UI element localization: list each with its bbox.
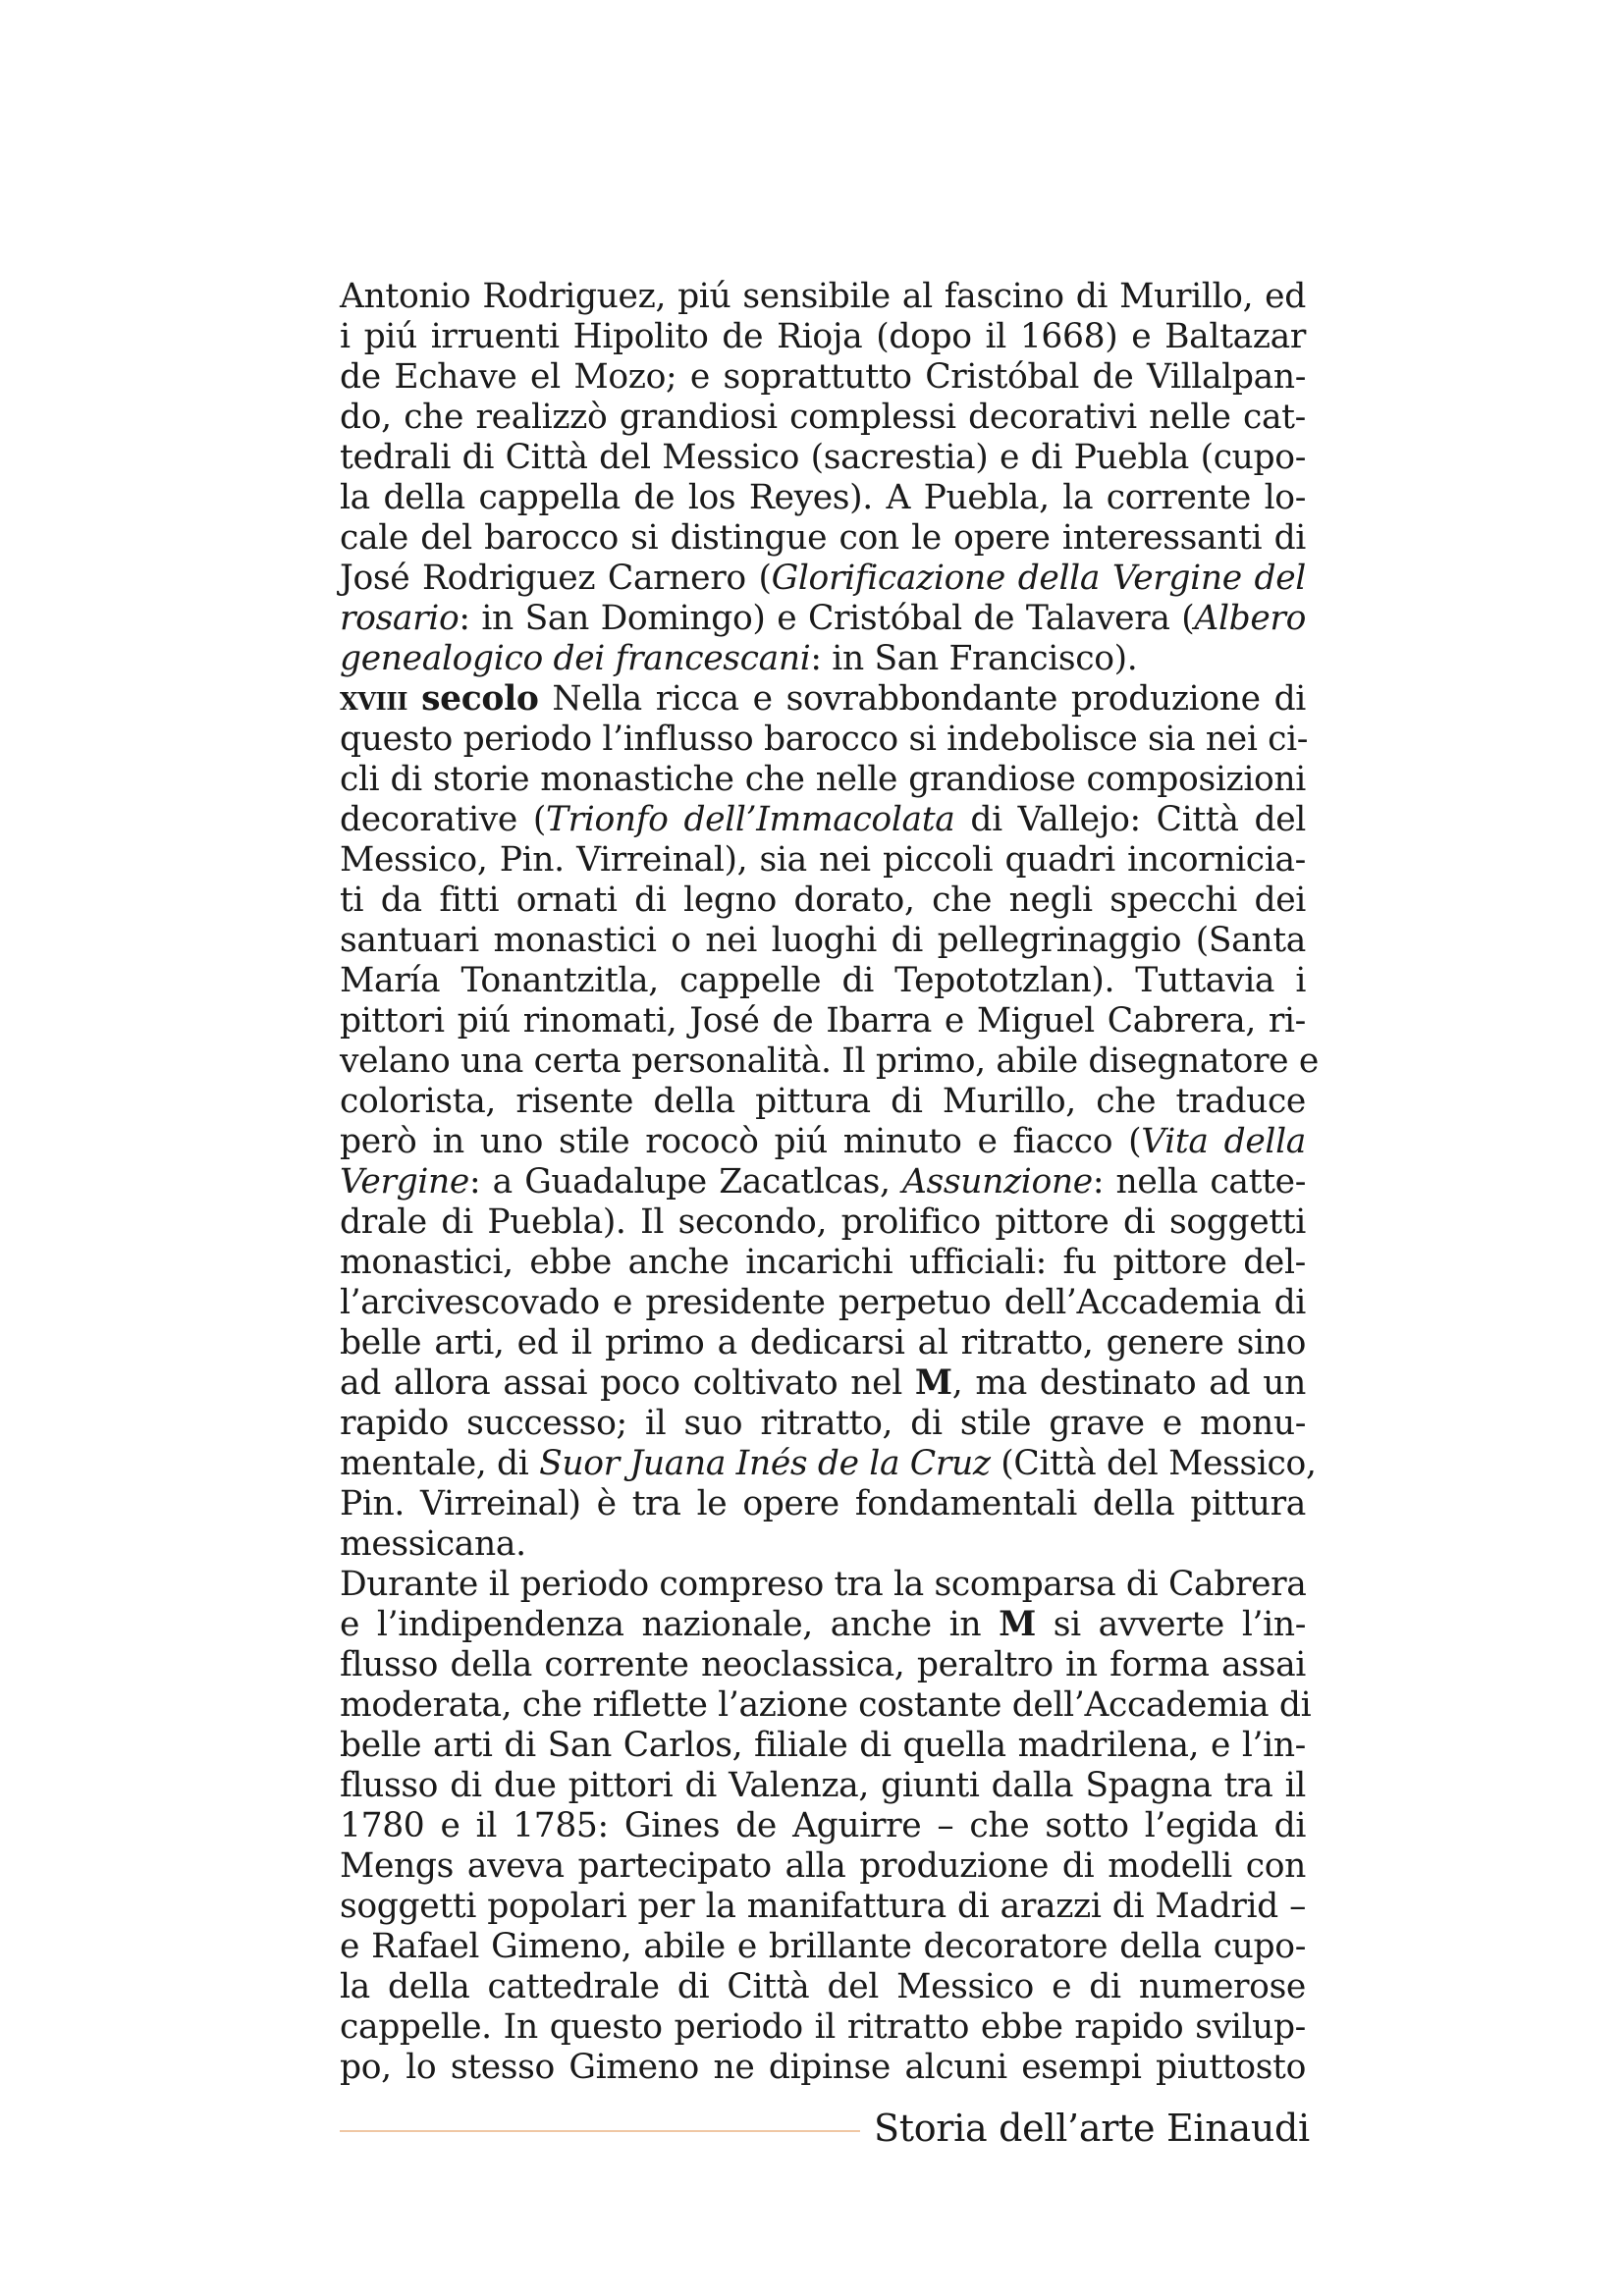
bold-term: M	[914, 1363, 952, 1403]
text-segment: María Tonantzitla, cappelle di Tepototzlan). Tuttavia i	[340, 961, 1306, 1000]
bold-term: M	[999, 1605, 1036, 1644]
italic-title: Glorificazione della Vergine del	[771, 559, 1306, 598]
text-line	[340, 1363, 1306, 1404]
text-line	[340, 518, 1306, 559]
text-segment: , ma destinato ad un	[951, 1363, 1306, 1403]
text-line	[340, 1484, 1306, 1524]
text-line	[340, 639, 1306, 679]
text-line	[340, 1444, 1317, 1484]
text-segment: ti da fitti ornati di legno dorato, che negli specchi dei	[340, 881, 1306, 920]
italic-title: Albero	[1194, 599, 1306, 638]
text-line	[340, 398, 1306, 438]
text-line	[340, 1685, 1312, 1726]
text-line	[340, 921, 1306, 961]
text-line	[340, 1806, 1306, 1846]
text-segment: la della cattedrale di Città del Messico e di numerose	[340, 1967, 1306, 2006]
text-line	[340, 277, 1306, 317]
text-line	[340, 1323, 1306, 1363]
text-line	[340, 559, 1306, 599]
italic-title: rosario	[340, 599, 460, 638]
text-line	[340, 840, 1306, 881]
text-segment: monastici, ebbe anche incarichi ufficiali: fu pittore del-	[340, 1243, 1306, 1282]
italic-title: Assunzione	[901, 1162, 1093, 1201]
footer-title: Storia dell’arte Einaudi	[874, 2107, 1310, 2150]
text-segment: messicana.	[340, 1524, 526, 1564]
text-segment: : in San Domingo) e Cristóbal de Talavera (	[459, 599, 1195, 638]
text-line	[340, 2048, 1306, 2088]
text-segment: Pin. Virreinal) è tra le opere fondamentali della pittura	[340, 1484, 1306, 1523]
text-line	[340, 1524, 1306, 1565]
text-segment: po, lo stesso Gimeno ne dipinse alcuni esempi piuttosto	[340, 2048, 1306, 2087]
text-segment: drale di Puebla). Il secondo, prolifico pittore di soggetti	[340, 1202, 1306, 1242]
text-line	[340, 1565, 1306, 1605]
text-line	[340, 679, 1306, 720]
text-segment: moderata, che riflette l’azione costante dell’Accademia di	[340, 1685, 1312, 1725]
text-segment: Durante il periodo compreso tra la scomparsa di Cabrera	[340, 1565, 1307, 1604]
text-segment	[407, 679, 421, 719]
text-segment: mentale, di	[340, 1444, 540, 1483]
text-line	[340, 1927, 1306, 1967]
italic-title: Suor Juana Inés de la Cruz	[539, 1444, 991, 1483]
text-segment: ad allora assai poco coltivato nel	[340, 1363, 915, 1403]
text-segment: : a Guadalupe Zacatlcas,	[468, 1162, 902, 1201]
text-segment: flusso della corrente neoclassica, peraltro in forma assai	[340, 1645, 1306, 1684]
text-line	[340, 1846, 1306, 1887]
text-line	[340, 800, 1306, 840]
bold-term: xviii	[340, 679, 408, 719]
text-segment: cale del barocco si distingue con le opere interessanti di	[340, 518, 1306, 558]
italic-title: genealogico dei francescani	[340, 639, 811, 678]
text-line	[340, 1082, 1306, 1122]
text-segment: e Rafael Gimeno, abile e brillante decoratore della cupo-	[340, 1927, 1306, 1966]
text-line	[340, 1645, 1306, 1685]
text-line	[340, 1202, 1306, 1243]
text-segment: questo periodo l’influsso barocco si indebolisce sia nei ci-	[340, 720, 1309, 759]
text-line	[340, 2007, 1306, 2048]
text-segment: si avverte l’in-	[1035, 1605, 1306, 1644]
text-segment: tedrali di Città del Messico (sacrestia) e di Puebla (cupo-	[340, 438, 1306, 477]
text-segment: Nella ricca e sovrabbondante produzione di	[538, 679, 1306, 719]
text-line	[340, 760, 1306, 800]
text-line	[340, 478, 1306, 518]
text-line	[340, 599, 1306, 639]
text-line	[340, 317, 1306, 357]
text-line	[340, 1162, 1306, 1202]
text-segment: soggetti popolari per la manifattura di arazzi di Madrid –	[340, 1887, 1306, 1926]
text-segment: belle arti di San Carlos, filiale di quella madrilena, e l’in-	[340, 1726, 1306, 1765]
text-line	[340, 1967, 1306, 2007]
body-text	[340, 277, 1319, 2088]
text-segment: 1780 e il 1785: Gines de Aguirre – che sotto l’egida di	[340, 1806, 1306, 1845]
text-segment: però in uno stile rococò piú minuto e fiacco (	[340, 1122, 1142, 1161]
text-line	[340, 1887, 1306, 1927]
text-segment: rapido successo; il suo ritratto, di stile grave e monu-	[340, 1404, 1306, 1443]
text-line	[340, 1122, 1306, 1162]
bold-term: secolo	[421, 679, 539, 719]
text-segment: : nella catte-	[1092, 1162, 1306, 1201]
text-segment: decorative (	[340, 800, 546, 839]
text-segment: Antonio Rodriguez, piú sensibile al fascino di Murillo, ed	[340, 277, 1306, 316]
text-segment: José Rodriguez Carnero (	[340, 559, 772, 598]
text-segment: flusso di due pittori di Valenza, giunti dalla Spagna tra il	[340, 1766, 1306, 1805]
italic-title: Vita della	[1141, 1122, 1306, 1161]
text-segment: pittori piú rinomati, José de Ibarra e Miguel Cabrera, ri-	[340, 1001, 1306, 1041]
text-segment: belle arti, ed il primo a dedicarsi al ritratto, genere sino	[340, 1323, 1306, 1362]
text-segment: Mengs aveva partecipato alla produzione di modelli con	[340, 1846, 1306, 1886]
text-segment: la della cappella de los Reyes). A Puebla, la corrente lo-	[340, 478, 1306, 517]
text-line	[340, 720, 1309, 760]
text-line	[340, 881, 1306, 921]
text-segment: (Città del Messico,	[990, 1444, 1317, 1483]
text-line	[340, 961, 1306, 1001]
text-segment: cappelle. In questo periodo il ritratto ebbe rapido svilup-	[340, 2007, 1306, 2047]
text-segment: di Vallejo: Città del	[954, 800, 1306, 839]
text-segment: i piú irruenti Hipolito de Rioja (dopo il 1668) e Baltazar	[340, 317, 1306, 356]
text-segment: l’arcivescovado e presidente perpetuo dell’Accademia di	[340, 1283, 1306, 1322]
text-segment: santuari monastici o nei luoghi di pellegrinaggio (Santa	[340, 921, 1306, 960]
text-line	[340, 1283, 1306, 1323]
text-line	[340, 1041, 1319, 1082]
text-segment: colorista, risente della pittura di Murillo, che traduce	[340, 1082, 1306, 1121]
italic-title: Vergine	[340, 1162, 469, 1201]
text-segment: de Echave el Mozo; e soprattutto Cristóbal de Villalpan-	[340, 357, 1306, 397]
text-segment: e l’indipendenza nazionale, anche in	[340, 1605, 1000, 1644]
footer-rule	[340, 2130, 860, 2132]
text-segment: Messico, Pin. Virreinal), sia nei piccoli quadri incornicia-	[340, 840, 1306, 880]
text-segment: cli di storie monastiche che nelle grandiose composizioni	[340, 760, 1306, 799]
text-line	[340, 1726, 1306, 1766]
text-line	[340, 1243, 1306, 1283]
italic-title: Trionfo dell’Immacolata	[545, 800, 955, 839]
text-line	[340, 1001, 1306, 1041]
text-line	[340, 438, 1306, 478]
text-segment: : in San Francisco).	[810, 639, 1138, 678]
text-line	[340, 1766, 1306, 1806]
text-line	[340, 357, 1306, 398]
text-segment: velano una certa personalità. Il primo, abile disegnatore e	[340, 1041, 1319, 1081]
text-segment: do, che realizzò grandiosi complessi decorativi nelle cat-	[340, 398, 1306, 437]
text-line	[340, 1404, 1306, 1444]
text-line	[340, 1605, 1306, 1645]
